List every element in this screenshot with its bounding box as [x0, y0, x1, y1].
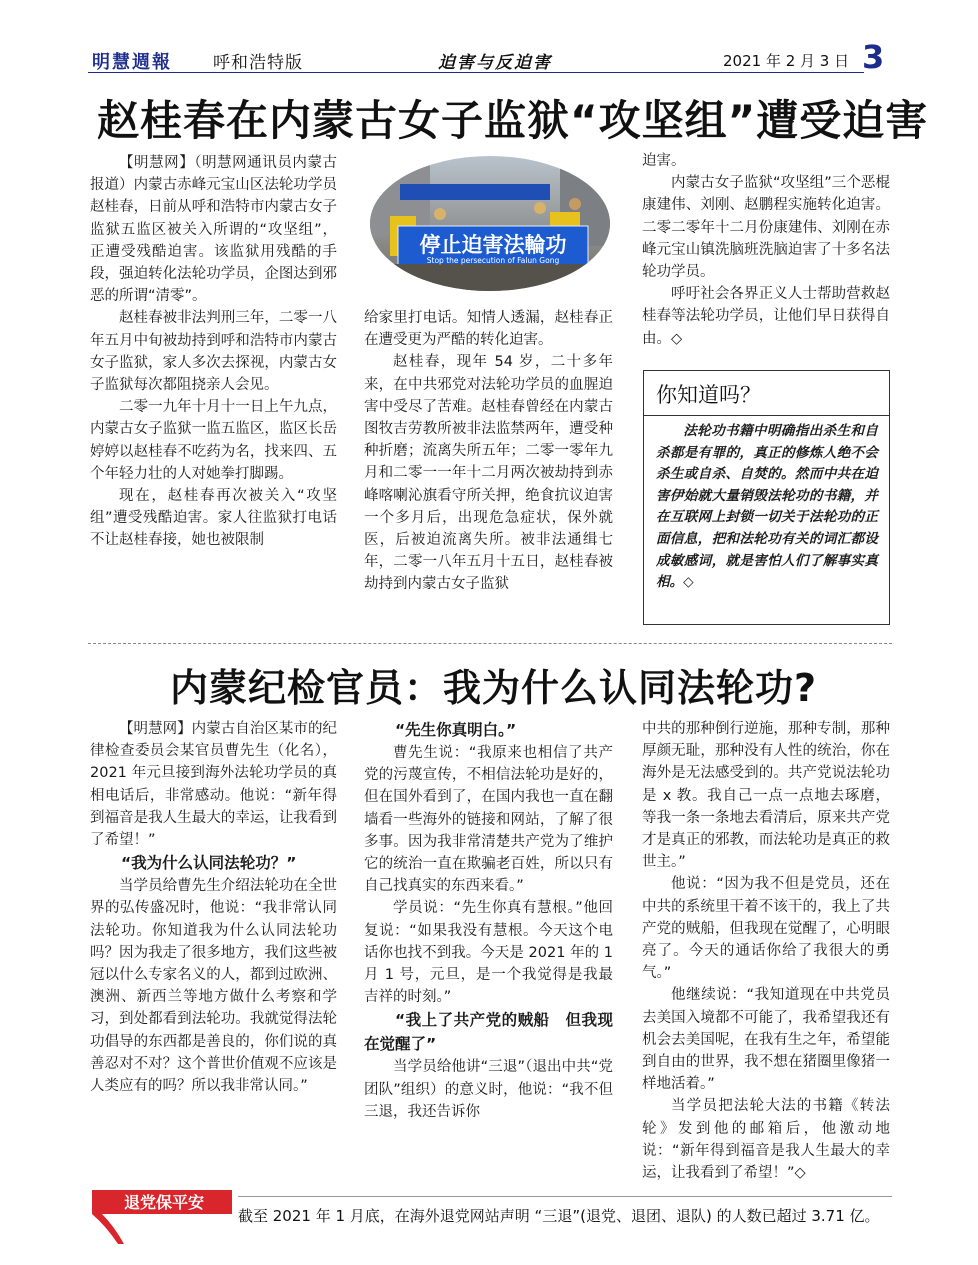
paragraph: 当学员给曹先生介绍法轮功在全世界的弘传盛况时，他说：“我非常认同法轮功。你知道我为什么认同法轮功吗？因为我走了很多地方，我们这些被冠以什么专家名义的人，都到过欧洲、澳洲、新西兰等地方做什么考察和学习，到处都看到法轮功。我就觉得法轮功倡导的东西都是善良的，你们说的真善忍对不对？这个普世价值观不应该是人类应有的吗？所以我非常认同。” — [90, 878, 337, 1095]
paragraph: 学员说：“先生你真有慧根。”他回复说：“如果我没有慧根。今天这个电话你也找不到我。今天是 2021 年的 1 月 1 号，元旦，是一个我觉得是我最吉祥的时刻。” — [364, 900, 613, 1006]
newspaper-name: 明慧週報 — [92, 52, 172, 73]
did-you-know-title: 你知道吗？ — [656, 383, 761, 407]
paragraph: 二零一九年十月十一日上午九点，内蒙古女子监狱一监五监区，监区长岳婷婷以赵桂春不吃药为名，找来四、五个年轻力壮的人对她拳打脚踢。 — [90, 399, 337, 482]
box-divider — [644, 415, 889, 416]
paragraph: 赵桂春被非法判刑三年，二零一八年五月中旬被劫持到呼和浩特市内蒙古女子监狱，家人多次去探视，内蒙古女子监狱每次都阻挠亲人会见。 — [90, 310, 337, 394]
photo-banner-text: 停止迫害法輪功 — [419, 233, 567, 257]
paragraph: 他继续说：“我知道现在中共党员去美国入境都不可能了，我希望我还有机会去美国呢，在我有生之年，希望能到自由的世界，我不想在猪圈里像猪一样地活着。” — [642, 987, 890, 1093]
article2-column-3 — [642, 718, 890, 1184]
paragraph: 【明慧网】（明慧网通讯员内蒙古报道）内蒙古赤峰元宝山区法轮功学员赵桂春，日前从呼和浩特市内蒙古女子监狱五监区被关入所谓的“攻坚组”，正遭受残酷迫害。该监狱用残酷的手段，强迫转化法轮功学员，企图达到邪恶的所谓“清零”。 — [90, 155, 337, 305]
footer-rule — [238, 1196, 892, 1197]
did-you-know-text: 法轮功书籍中明确指出杀生和自杀都是有罪的，真正的修炼人绝不会杀生或自杀、自焚的。然而中共在迫害伊始就大量销毁法轮功的书籍，并在互联网上封锁一切关于法轮功的正面信息，把和法轮功有关的词汇都设成敏感词，就是害怕人们了解事实真相。◇ — [656, 423, 878, 591]
page-number: 3 — [862, 38, 885, 76]
paragraph: 呼吁社会各界正义人士帮助营救赵桂春等法轮功学员，让他们早日获得自由。◇ — [642, 286, 890, 347]
paragraph: 赵桂春，现年 54 岁，二十多年来，在中共邪党对法轮功学员的血腥迫害中受尽了苦难。赵桂春曾经在内蒙古图牧吉劳教所被非法监禁两年，遭受种种折磨；流离失所五年；二零一零年九月和二零一一年十二月两次被劫持到赤峰喀喇沁旗看守所关押，绝食抗议迫害一个多月后，出现危急症状，保外就医，后被迫流离失所。被非法通缉七年，二零一八年五月十五日，赵桂春被劫持到内蒙古女子监狱 — [364, 354, 613, 593]
did-you-know-box — [643, 370, 890, 625]
subheading: “我为什么认同法轮功？” — [121, 854, 297, 873]
paragraph: 【明慧网】内蒙古自治区某市的纪律检查委员会某官员曹先生（化名），2021 年元旦接到海外法轮功学员的真相电话后，非常感动。他说：“新年得到福音是我人生最大的幸运，让我看到了希望！” — [90, 721, 337, 849]
edition-label: 呼和浩特版 — [213, 53, 303, 73]
protest-photo — [370, 156, 610, 291]
article2-column-1 — [90, 718, 337, 1097]
section-title: 迫害与反迫害 — [438, 53, 552, 73]
paragraph: 现在，赵桂春再次被关入“攻坚组”遭受残酷迫害。家人往监狱打电话不让赵桂春接，她也被限制 — [90, 488, 337, 549]
issue-date: 2021 年 2 月 3 日 — [723, 52, 850, 70]
article-separator — [88, 643, 892, 644]
photo-banner-english: Stop the persecution of Falun Gong — [426, 256, 560, 265]
article1-column-2 — [364, 307, 613, 596]
article2-headline: 内蒙纪检官员：我为什么认同法轮功? — [170, 666, 818, 710]
article2-column-2 — [364, 718, 613, 1123]
footer-statistic: 截至 2021 年 1 月底，在海外退党网站声明 “三退”(退党、退团、退队) 的人数已超过 3.71 亿。 — [238, 1207, 880, 1225]
paragraph: 当学员给他讲“三退”（退出中共“党团队”组织）的意义时，他说：“我不但三退，我还告诉你 — [364, 1059, 613, 1120]
paragraph: 给家里打电话。知情人透漏，赵桂春正在遭受更为严酷的转化迫害。 — [364, 310, 613, 349]
header-rule — [88, 72, 864, 73]
paragraph: 迫害。 — [642, 153, 686, 169]
paragraph: 曹先生说：“我原来也相信了共产党的污蔑宣传，不相信法轮功是好的，但在国外看到了，在国内我也一直在翻墙看一些海外的链接和网站，了解了很多事。因为我非常清楚共产党为了维护它的统治一直在欺骗老百姓，所以只有自己找真实的东西来看。” — [364, 745, 613, 895]
article1-headline: 赵桂春在内蒙古女子监狱“攻坚组”遭受迫害 — [97, 96, 929, 145]
paragraph: 内蒙古女子监狱“攻坚组”三个恶棍康建伟、刘刚、赵鹏程实施转化迫害。二零二零年十二月份康建伟、刘刚在赤峰元宝山镇洗脑班洗脑迫害了十多名法轮功学员。 — [642, 175, 890, 281]
paragraph: 当学员把法轮大法的书籍《转法轮》发到他的邮箱后，他激动地说：“新年得到福音是我人生最大的幸运，让我看到了希望！”◇ — [642, 1098, 890, 1182]
article1-column-3 — [642, 150, 890, 350]
subheading: “先生你真明白。” — [395, 721, 517, 739]
article1-column-1 — [90, 152, 337, 552]
paragraph: 他说：“因为我不但是党员，还在中共的系统里干着不该干的，我上了共产党的贼船，但我现在觉醒了，心明眼亮了。今天的通话你给了我很大的勇气。” — [642, 876, 890, 982]
paragraph: 中共的那种倒行逆施，那种专制，那种厚颜无耻，那种没有人性的统治，你在海外是无法感受到的。共产党说法轮功是 x 教。我自己一点一点地去琢磨，等我一条一条地去看清后，原来共产党才是真正的邪教，而法轮功是真正的救世主。” — [642, 721, 890, 871]
subheading: “我上了共产党的贼船 但我现在觉醒了” — [364, 1011, 613, 1054]
ribbon-text: 退党保平安 — [123, 1193, 205, 1212]
quit-party-ribbon — [88, 1186, 236, 1246]
